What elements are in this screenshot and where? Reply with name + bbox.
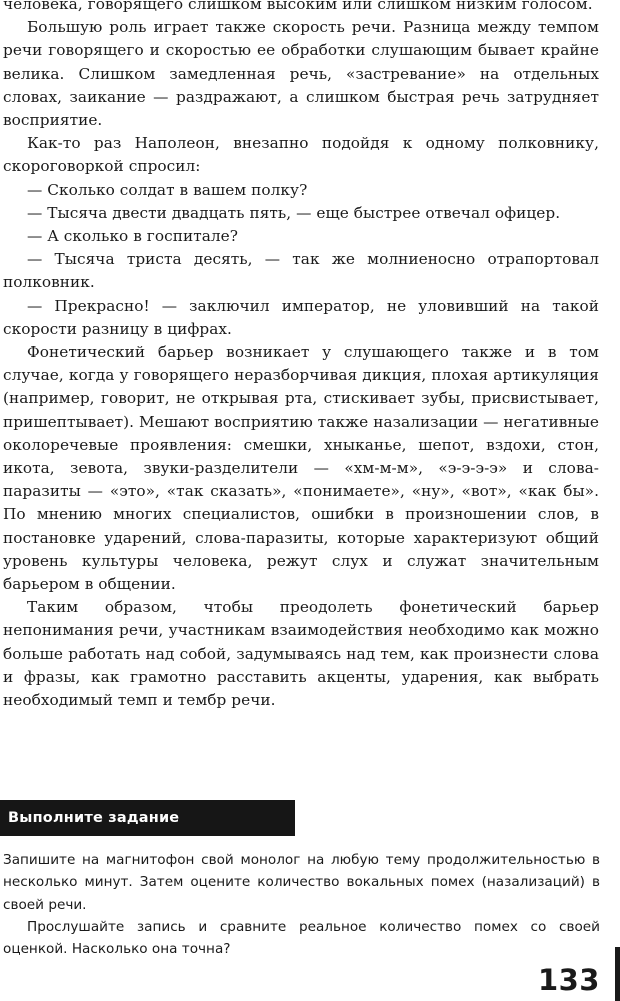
dialogue-line: — А сколько в госпитале? [27,227,239,246]
task-paragraph: Прослушайте запись и сравните реальное количество помех со своей оценкой. Насколько она точна? [3,918,600,958]
paragraph: человека, говорящего слишком высоким или слишком низким голосом. [3,0,593,13]
page-number: 133 [537,963,600,997]
task-text [3,849,600,960]
dialogue-line: — Тысяча двести двадцать пять, — еще быстрее отвечал офицер. [27,203,561,222]
dialogue-line: — Сколько солдат в вашем полку? [27,180,308,199]
dialogue-line: — Прекрасно! — заключил император, не уловивший на такой скорости разницу в цифрах. [3,296,599,338]
paragraph: Большую роль играет также скорость речи. Разница между темпом речи говорящего и скоростью ее обработки слушающим бывает крайне велика. Слишком замедленная речь, «застревание» на отдельных словах, заикание — раздражают, а слишком быстрая речь затрудняет восприятие. [3,18,599,130]
paragraph: Как-то раз Наполеон, внезапно подойдя к одному полковнику, скороговоркой спросил: [3,134,599,176]
task-paragraph: Запишите на магнитофон свой монолог на любую тему продолжительностью в несколько минут. Затем оцените количество вокальных помех (назализаций) в своей речи. [3,852,600,913]
main-text [3,0,599,712]
dialogue-line: — Тысяча триста десять, — так же молниеносно отрапортовал полковник. [3,250,599,292]
task-heading: Выполните задание [0,800,295,836]
page-edge-marker [615,947,620,1001]
paragraph: Фонетический барьер возникает у слушающего также и в том случае, когда у говорящего неразборчивая дикция, плохая артикуляция (например, говорит, не открывая рта, стискивает зубы, присвистывает, пришептывает). Мешают восприятию также назализации — негативные околоречевые проявления: смешки, хныканье, шепот, вздохи, стон, икота, зевота, звуки-разделители — «хм-м-м», «э-э-э-э» и слова-паразиты — «это», «так сказать», «понимаете», «ну», «вот», «как бы». По мнению многих специалистов, ошибки в произношении слов, в постановке ударений, слова-паразиты, которые характеризуют общий уровень культуры человека, режут слух и служат значительным барьером в общении. [3,343,599,594]
paragraph: Таким образом, чтобы преодолеть фонетический барьер непонимания речи, участникам взаимодействия необходимо как можно больше работать над собой, задумываясь над тем, как произнести слова и фразы, как грамотно расставить акценты, ударения, как выбрать необходимый темп и тембр речи. [3,598,599,710]
